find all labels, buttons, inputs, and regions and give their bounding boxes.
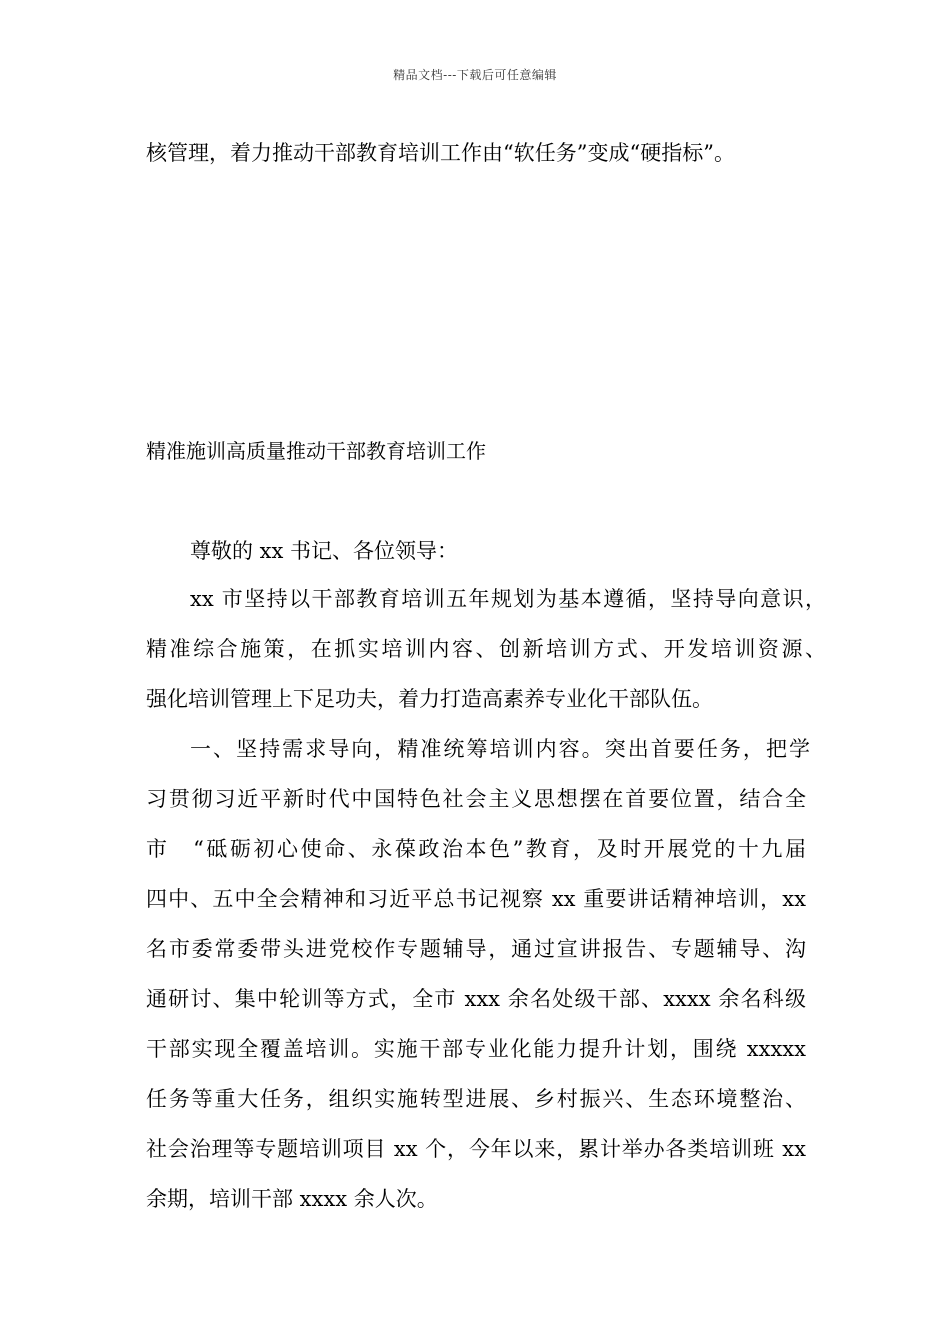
- paragraph-2-line-6: 通研讨、集中轮训等方式，全市 xxx 余名处级干部、xxxx 余名科级: [146, 987, 806, 1011]
- paragraph-1-line-1: xx 市坚持以干部教育培训五年规划为基本遵循，坚持导向意识，: [190, 587, 826, 611]
- paragraph-2-line-1: 一、坚持需求导向，精准统筹培训内容。突出首要任务，把学: [190, 737, 810, 761]
- paragraph-1-line-3: 强化培训管理上下足功夫，着力打造高素养专业化干部队伍。: [146, 687, 713, 711]
- paragraph-2-line-7: 干部实现全覆盖培训。实施干部专业化能力提升计划，围绕 xxxxx: [146, 1037, 806, 1061]
- previous-paragraph-continuation: 核管理，着力推动干部教育培训工作由“软任务”变成“硬指标”。: [146, 141, 735, 165]
- paragraph-2-line-2: 习贯彻习近平新时代中国特色社会主义思想摆在首要位置，结合全: [146, 787, 806, 811]
- paragraph-2-line-8: 任务等重大任务，组织实施转型进展、乡村振兴、生态环境整治、: [146, 1087, 806, 1111]
- paragraph-2-line-10: 余期，培训干部 xxxx 余人次。: [146, 1187, 438, 1211]
- paragraph-2-line-4: 四中、五中全会精神和习近平总书记视察 xx 重要讲话精神培训，xx: [146, 887, 806, 911]
- page-header: 精品文档---下载后可任意编辑: [393, 68, 557, 82]
- paragraph-2-line-5: 名市委常委带头进党校作专题辅导，通过宣讲报告、专题辅导、沟: [146, 937, 806, 961]
- salutation: 尊敬的 xx 书记、各位领导：: [190, 539, 459, 563]
- document-title: 精准施训高质量推动干部教育培训工作: [146, 439, 486, 463]
- paragraph-2-line-9: 社会治理等专题培训项目 xx 个，今年以来，累计举办各类培训班 xx: [146, 1137, 806, 1161]
- paragraph-1-line-2: 精准综合施策，在抓实培训内容、创新培训方式、开发培训资源、: [146, 637, 826, 661]
- paragraph-2-line-3: 市 “砥砺初心使命、永葆政治本色”教育，及时开展党的十九届: [146, 837, 806, 861]
